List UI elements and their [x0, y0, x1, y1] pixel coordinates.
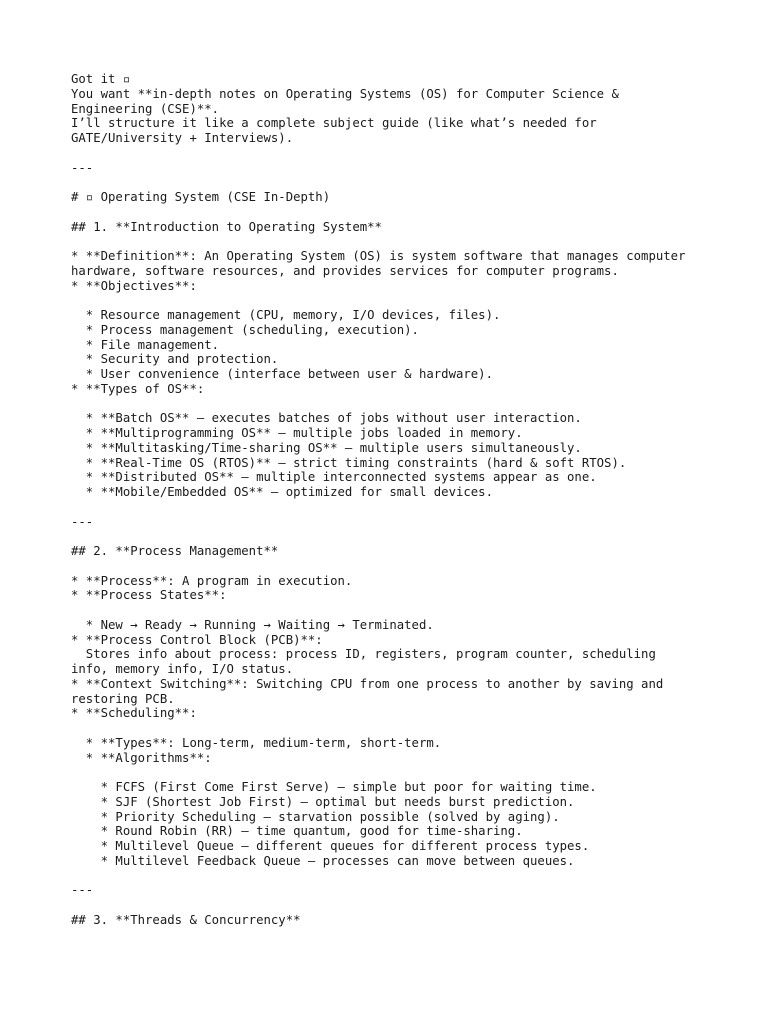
text-line: Got it ▫: [71, 72, 131, 86]
text-line: GATE/University + Interviews).: [71, 131, 294, 145]
text-line: * Security and protection.: [71, 352, 279, 367]
horizontal-rule-text: ---: [71, 514, 94, 529]
text-line: * **Process Control Block (PCB)**:: [71, 632, 323, 647]
text-line: * **Process States**:: [71, 588, 227, 603]
text-line: * **Batch OS** – executes batches of jobs without user interaction.: [71, 411, 582, 426]
text-line: info, memory info, I/O status.: [71, 662, 294, 676]
blank-line: [71, 397, 731, 412]
horizontal-rule-text: ---: [71, 883, 94, 898]
blank-line: [71, 765, 731, 780]
text-line: * **Scheduling**:: [71, 706, 197, 721]
blank-line: [71, 205, 731, 220]
text-line: * File management.: [71, 337, 220, 352]
blank-line: [71, 146, 731, 161]
heading-line: ## 3. **Threads & Concurrency**: [71, 912, 301, 927]
text-line: * **Process**: A program in execution.: [71, 573, 353, 588]
text-line: * Multilevel Queue – different queues for different process types.: [71, 839, 590, 853]
text-line: * **Mobile/Embedded OS** – optimized for small devices.: [71, 485, 493, 499]
blank-line: [71, 175, 731, 190]
heading-line: # ▫ Operating System (CSE In-Depth): [71, 190, 331, 204]
blank-line: [71, 500, 731, 515]
text-line: * User convenience (interface between user & hardware).: [71, 367, 493, 381]
text-line: * **Distributed OS** – multiple interconnected systems appear as one.: [71, 470, 597, 485]
blank-line: [71, 293, 731, 308]
text-line: I’ll structure it like a complete subject guide (like what’s needed for: [71, 116, 597, 131]
text-line: * **Objectives**:: [71, 278, 197, 293]
blank-line: [71, 529, 731, 544]
blank-line: [71, 869, 731, 884]
text-line: * **Definition**: An Operating System (OS) is system software that manages computer: [71, 249, 686, 263]
text-line: * **Real-Time OS (RTOS)** – strict timing constraints (hard & soft RTOS).: [71, 455, 627, 470]
text-line: * Resource management (CPU, memory, I/O devices, files).: [71, 308, 501, 322]
blank-line: [71, 721, 731, 736]
text-line: restoring PCB.: [71, 691, 175, 706]
blank-line: [71, 234, 731, 249]
text-line: * FCFS (First Come First Serve) – simple but poor for waiting time.: [71, 780, 597, 794]
text-line: Stores info about process: process ID, registers, program counter, scheduling: [71, 647, 656, 662]
text-line: * Priority Scheduling – starvation possible (solved by aging).: [71, 809, 560, 824]
text-line: * **Types of OS**:: [71, 381, 205, 396]
text-line: You want **in-depth notes on Operating Systems (OS) for Computer Science &: [71, 86, 619, 101]
text-line: * Round Robin (RR) – time quantum, good for time-sharing.: [71, 824, 523, 839]
blank-line: [71, 559, 731, 574]
text-line: * **Algorithms**:: [71, 750, 212, 765]
text-line: Engineering (CSE)**.: [71, 101, 220, 116]
text-line: hardware, software resources, and provides services for computer programs.: [71, 263, 619, 278]
text-line: * Process management (scheduling, execution).: [71, 322, 419, 337]
text-line: * **Context Switching**: Switching CPU from one process to another by saving and: [71, 676, 664, 691]
text-line: * New → Ready → Running → Waiting → Terminated.: [71, 617, 434, 632]
text-line: * Multilevel Feedback Queue – processes can move between queues.: [71, 853, 575, 868]
text-line: * **Multiprogramming OS** – multiple jobs loaded in memory.: [71, 426, 523, 440]
blank-line: [71, 603, 731, 618]
heading-line: ## 2. **Process Management**: [71, 544, 279, 558]
text-line: * **Types**: Long-term, medium-term, short-term.: [71, 735, 442, 750]
text-line: * SJF (Shortest Job First) – optimal but needs burst prediction.: [71, 794, 575, 809]
document-text: [71, 72, 731, 928]
text-line: * **Multitasking/Time-sharing OS** – multiple users simultaneously.: [71, 440, 582, 455]
heading-line: ## 1. **Introduction to Operating System**: [71, 219, 382, 234]
blank-line: [71, 898, 731, 913]
horizontal-rule-text: ---: [71, 160, 94, 175]
